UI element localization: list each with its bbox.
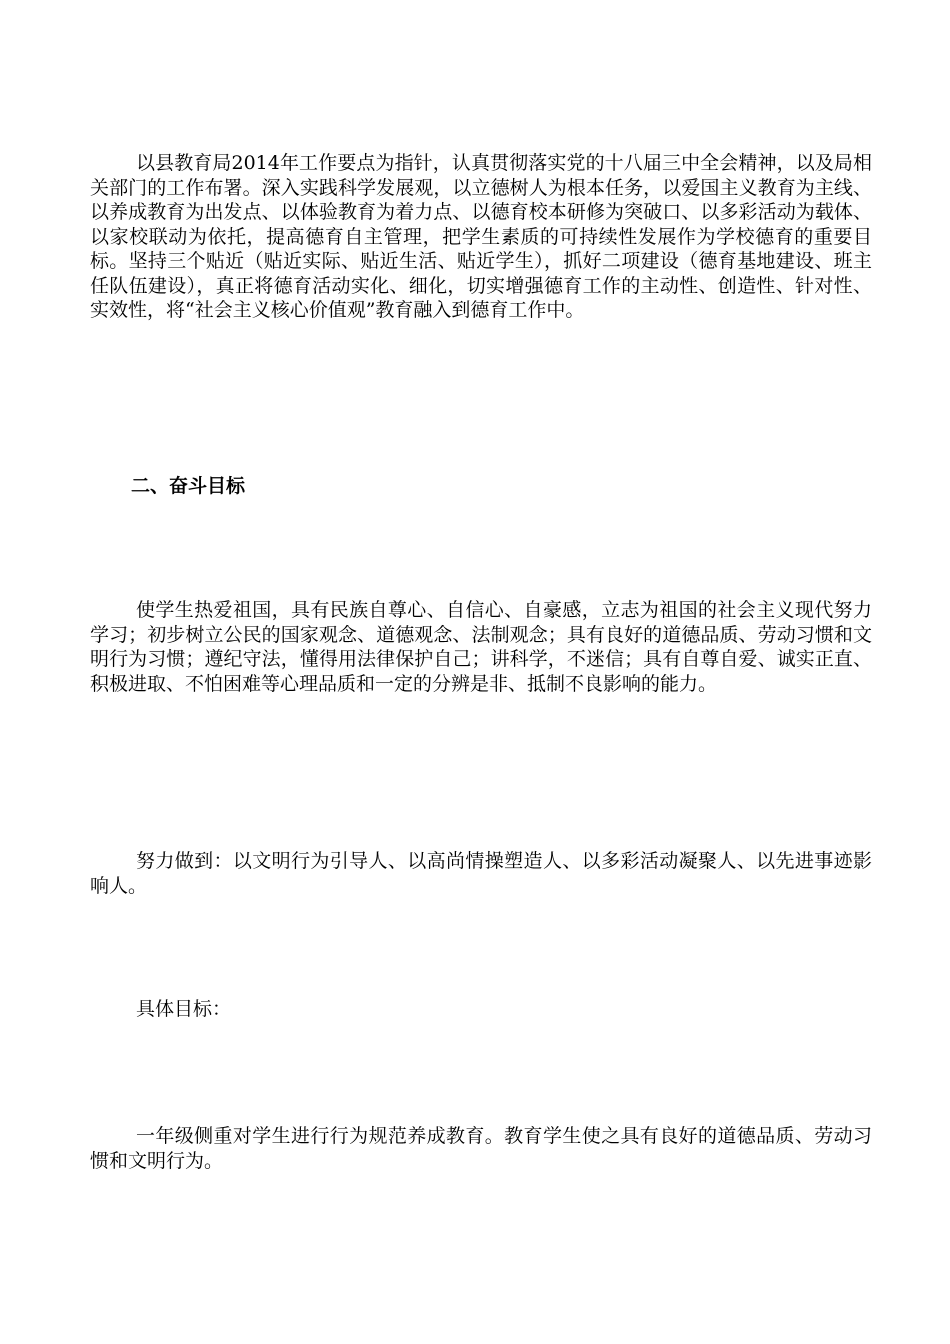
strive-paragraph: 努力做到：以文明行为引导人、以高尚情操塑造人、以多彩活动凝聚人、以先进事迹影响人。 [90, 850, 872, 897]
section-heading: 二、奋斗目标 [131, 475, 246, 497]
grade1-paragraph: 一年级侧重对学生进行行为规范养成教育。教育学生使之具有良好的道德品质、劳动习惯和文明行为。 [90, 1125, 872, 1172]
intro-paragraph: 以县教育局2014年工作要点为指针，认真贯彻落实党的十八届三中全会精神，以及局相关部门的工作布署。深入实践科学发展观，以立德树人为根本任务，以爱国主义教育为主线、以养成教育为出发点、以体验教育为着力点、以德育校本研修为突破口、以多彩活动为载体、以家校联动为依托，提高德育自主管理，把学生素质的可持续性发展作为学校德育的重要目标。坚持三个贴近（贴近实际、贴近生活、贴近学生），抓好二项建设（德育基地建设、班主任队伍建设），真正将德育活动实化、细化，切实增强德育工作的主动性、创造性、针对性、实效性，将“社会主义核心价值观”教育融入到德育工作中。 [90, 152, 872, 321]
specific-goals-label: 具体目标： [136, 998, 232, 1020]
goals-paragraph: 使学生热爱祖国，具有民族自尊心、自信心、自豪感，立志为祖国的社会主义现代努力学习；初步树立公民的国家观念、道德观念、法制观念；具有良好的道德品质、劳动习惯和文明行为习惯；遵纪守法，懂得用法律保护自己；讲科学，不迷信；具有自尊自爱、诚实正直、积极进取、不怕困难等心理品质和一定的分辨是非、抵制不良影响的能力。 [90, 599, 872, 695]
